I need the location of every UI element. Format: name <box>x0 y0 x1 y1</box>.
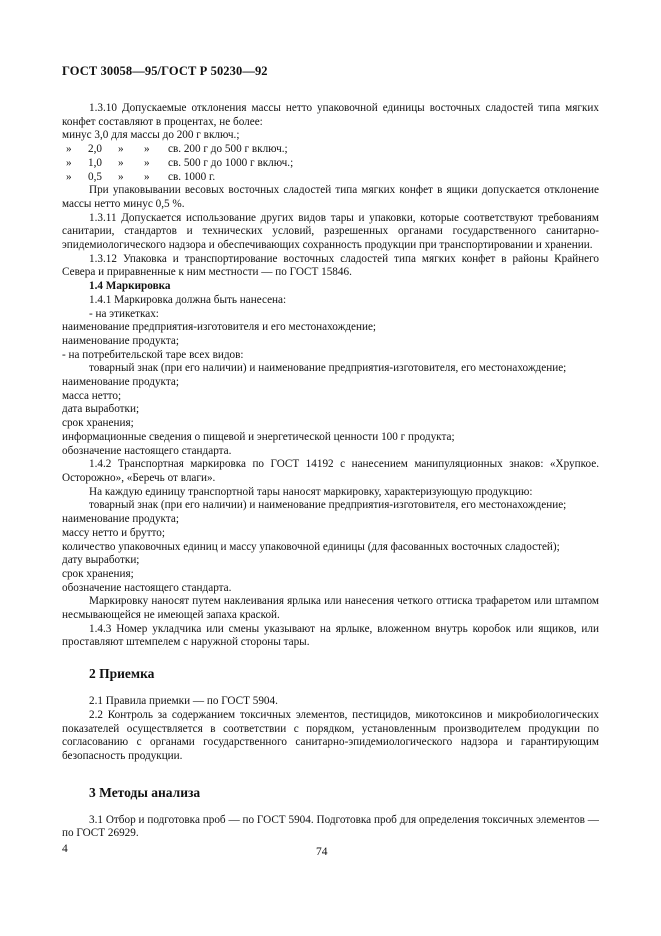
ditto-mark: » <box>144 143 150 156</box>
list-item: масса нетто; <box>62 389 122 402</box>
section-title-acceptance: 2 Приемка <box>89 666 155 682</box>
page-number-center: 74 <box>316 846 328 858</box>
list-item: дата выработки; <box>62 403 140 416</box>
list-item: дату выработки; <box>62 554 140 567</box>
paragraph-1-3-12: 1.3.12 Упаковка и транспортирование восточных сладостей типа мягких конфет в районы Крайнего Севера и приравненные к ним местности — по ГОСТ 15846. <box>62 252 599 279</box>
list-item: количество упаковочных единиц и массу упаковочной единицы (для фасованных восточных сладостей); <box>62 540 560 553</box>
tolerance-row <box>62 143 599 157</box>
tolerance-value: 2,0 <box>88 143 102 156</box>
subsection-title-marking: 1.4 Маркировка <box>89 280 171 293</box>
ditto-mark: » <box>66 156 72 169</box>
tolerance-row <box>62 171 599 185</box>
list-item: срок хранения; <box>62 417 134 430</box>
paragraph-marking-application: Маркировку наносят путем наклеивания ярлыка или нанесения четкого оттиска трафаретом или штампом несмывающейся не имеющей запаха краской. <box>62 595 599 622</box>
list-item: наименование предприятия-изготовителя и его местонахождение; <box>62 321 377 334</box>
ditto-mark: » <box>118 143 124 156</box>
list-item: наименование продукта; <box>62 513 179 526</box>
section-title-analysis-methods: 3 Методы анализа <box>89 784 201 800</box>
paragraph-1-3-10: 1.3.10 Допускаемые отклонения массы нетто упаковочной единицы восточных сладостей типа мягких конфет составляют в процентах, не более: <box>62 102 599 128</box>
paragraph-transport-marking: На каждую единицу транспортной тары наносят маркировку, характеризующую продукцию: <box>89 485 533 498</box>
mass-range: св. 200 г до 500 г включ.; <box>168 143 288 156</box>
paragraph-1-3-11: 1.3.11 Допускается использование других видов тары и упаковки, которые соответствуют требованиям санитарии, стандартов и технических условий, разрешенных органами государственного санитарно-эпидемиологического надзора и обеспечивающих сохранность продукции при транспортировании и хранении. <box>62 211 599 252</box>
paragraph-1-4-2: 1.4.2 Транспортная маркировка по ГОСТ 14192 с нанесением манипуляционных знаков: «Хрупкое. Осторожно», «Беречь от влаги». <box>62 458 599 484</box>
page-number-left: 4 <box>62 843 68 855</box>
ditto-mark: » <box>144 170 150 183</box>
tolerance-value: 1,0 <box>88 156 102 169</box>
ditto-mark: » <box>144 156 150 169</box>
document-body <box>62 102 599 841</box>
tolerance-value: 0,5 <box>88 170 102 183</box>
paragraph-1-4-3: 1.4.3 Номер укладчика или смены указывают на ярлыке, вложенном внутрь коробок или ящиков, или проставляют штемпелем с наружной стороны тары. <box>62 622 599 649</box>
labels-heading: - на этикетках: <box>89 307 159 320</box>
paragraph-2-2: 2.2 Контроль за содержанием токсичных элементов, пестицидов, микотоксинов и микробиологических показателей осуществляется в соответствии с порядком, установленным производителем продукции по согласованию с органами государственного санитарно-эпидемиологического надзора и гарантирующим безопасность продукции. <box>62 708 599 762</box>
list-item: товарный знак (при его наличии) и наименование предприятия-изготовителя, его местонахождение; <box>89 499 567 512</box>
list-item: срок хранения; <box>62 567 134 580</box>
ditto-mark: » <box>118 156 124 169</box>
list-item: наименование продукта; <box>62 376 179 389</box>
paragraph-2-1: 2.1 Правила приемки — по ГОСТ 5904. <box>89 695 278 708</box>
tolerance-line-first: минус 3,0 для массы до 200 г включ.; <box>62 129 240 142</box>
list-item: обозначение настоящего стандарта. <box>62 581 232 594</box>
page-header: ГОСТ 30058—95/ГОСТ Р 50230—92 <box>62 64 268 78</box>
tolerance-row <box>62 157 599 171</box>
list-item: информационные сведения о пищевой и энергетической ценности 100 г продукта; <box>62 430 455 443</box>
paragraph-weight-note: При упаковывании весовых восточных сладостей типа мягких конфет в ящики допускается отклонение массы нетто минус 0,5 %. <box>62 184 599 210</box>
paragraph-3-1: 3.1 Отбор и подготовка проб — по ГОСТ 5904. Подготовка проб для определения токсичных элементов — по ГОСТ 26929. <box>62 813 599 840</box>
mass-range: св. 1000 г. <box>168 170 216 183</box>
ditto-mark: » <box>118 170 124 183</box>
ditto-mark: » <box>66 170 72 183</box>
mass-range: св. 500 г до 1000 г включ.; <box>168 156 294 169</box>
list-item: обозначение настоящего стандарта. <box>62 444 232 457</box>
consumer-package-heading: - на потребительской таре всех видов: <box>62 348 244 361</box>
paragraph-1-4-1: 1.4.1 Маркировка должна быть нанесена: <box>89 293 287 306</box>
list-item: наименование продукта; <box>62 334 179 347</box>
list-item: товарный знак (при его наличии) и наименование предприятия-изготовителя, его местонахождение; <box>89 362 567 375</box>
list-item: массу нетто и брутто; <box>62 526 165 539</box>
ditto-mark: » <box>66 143 72 156</box>
